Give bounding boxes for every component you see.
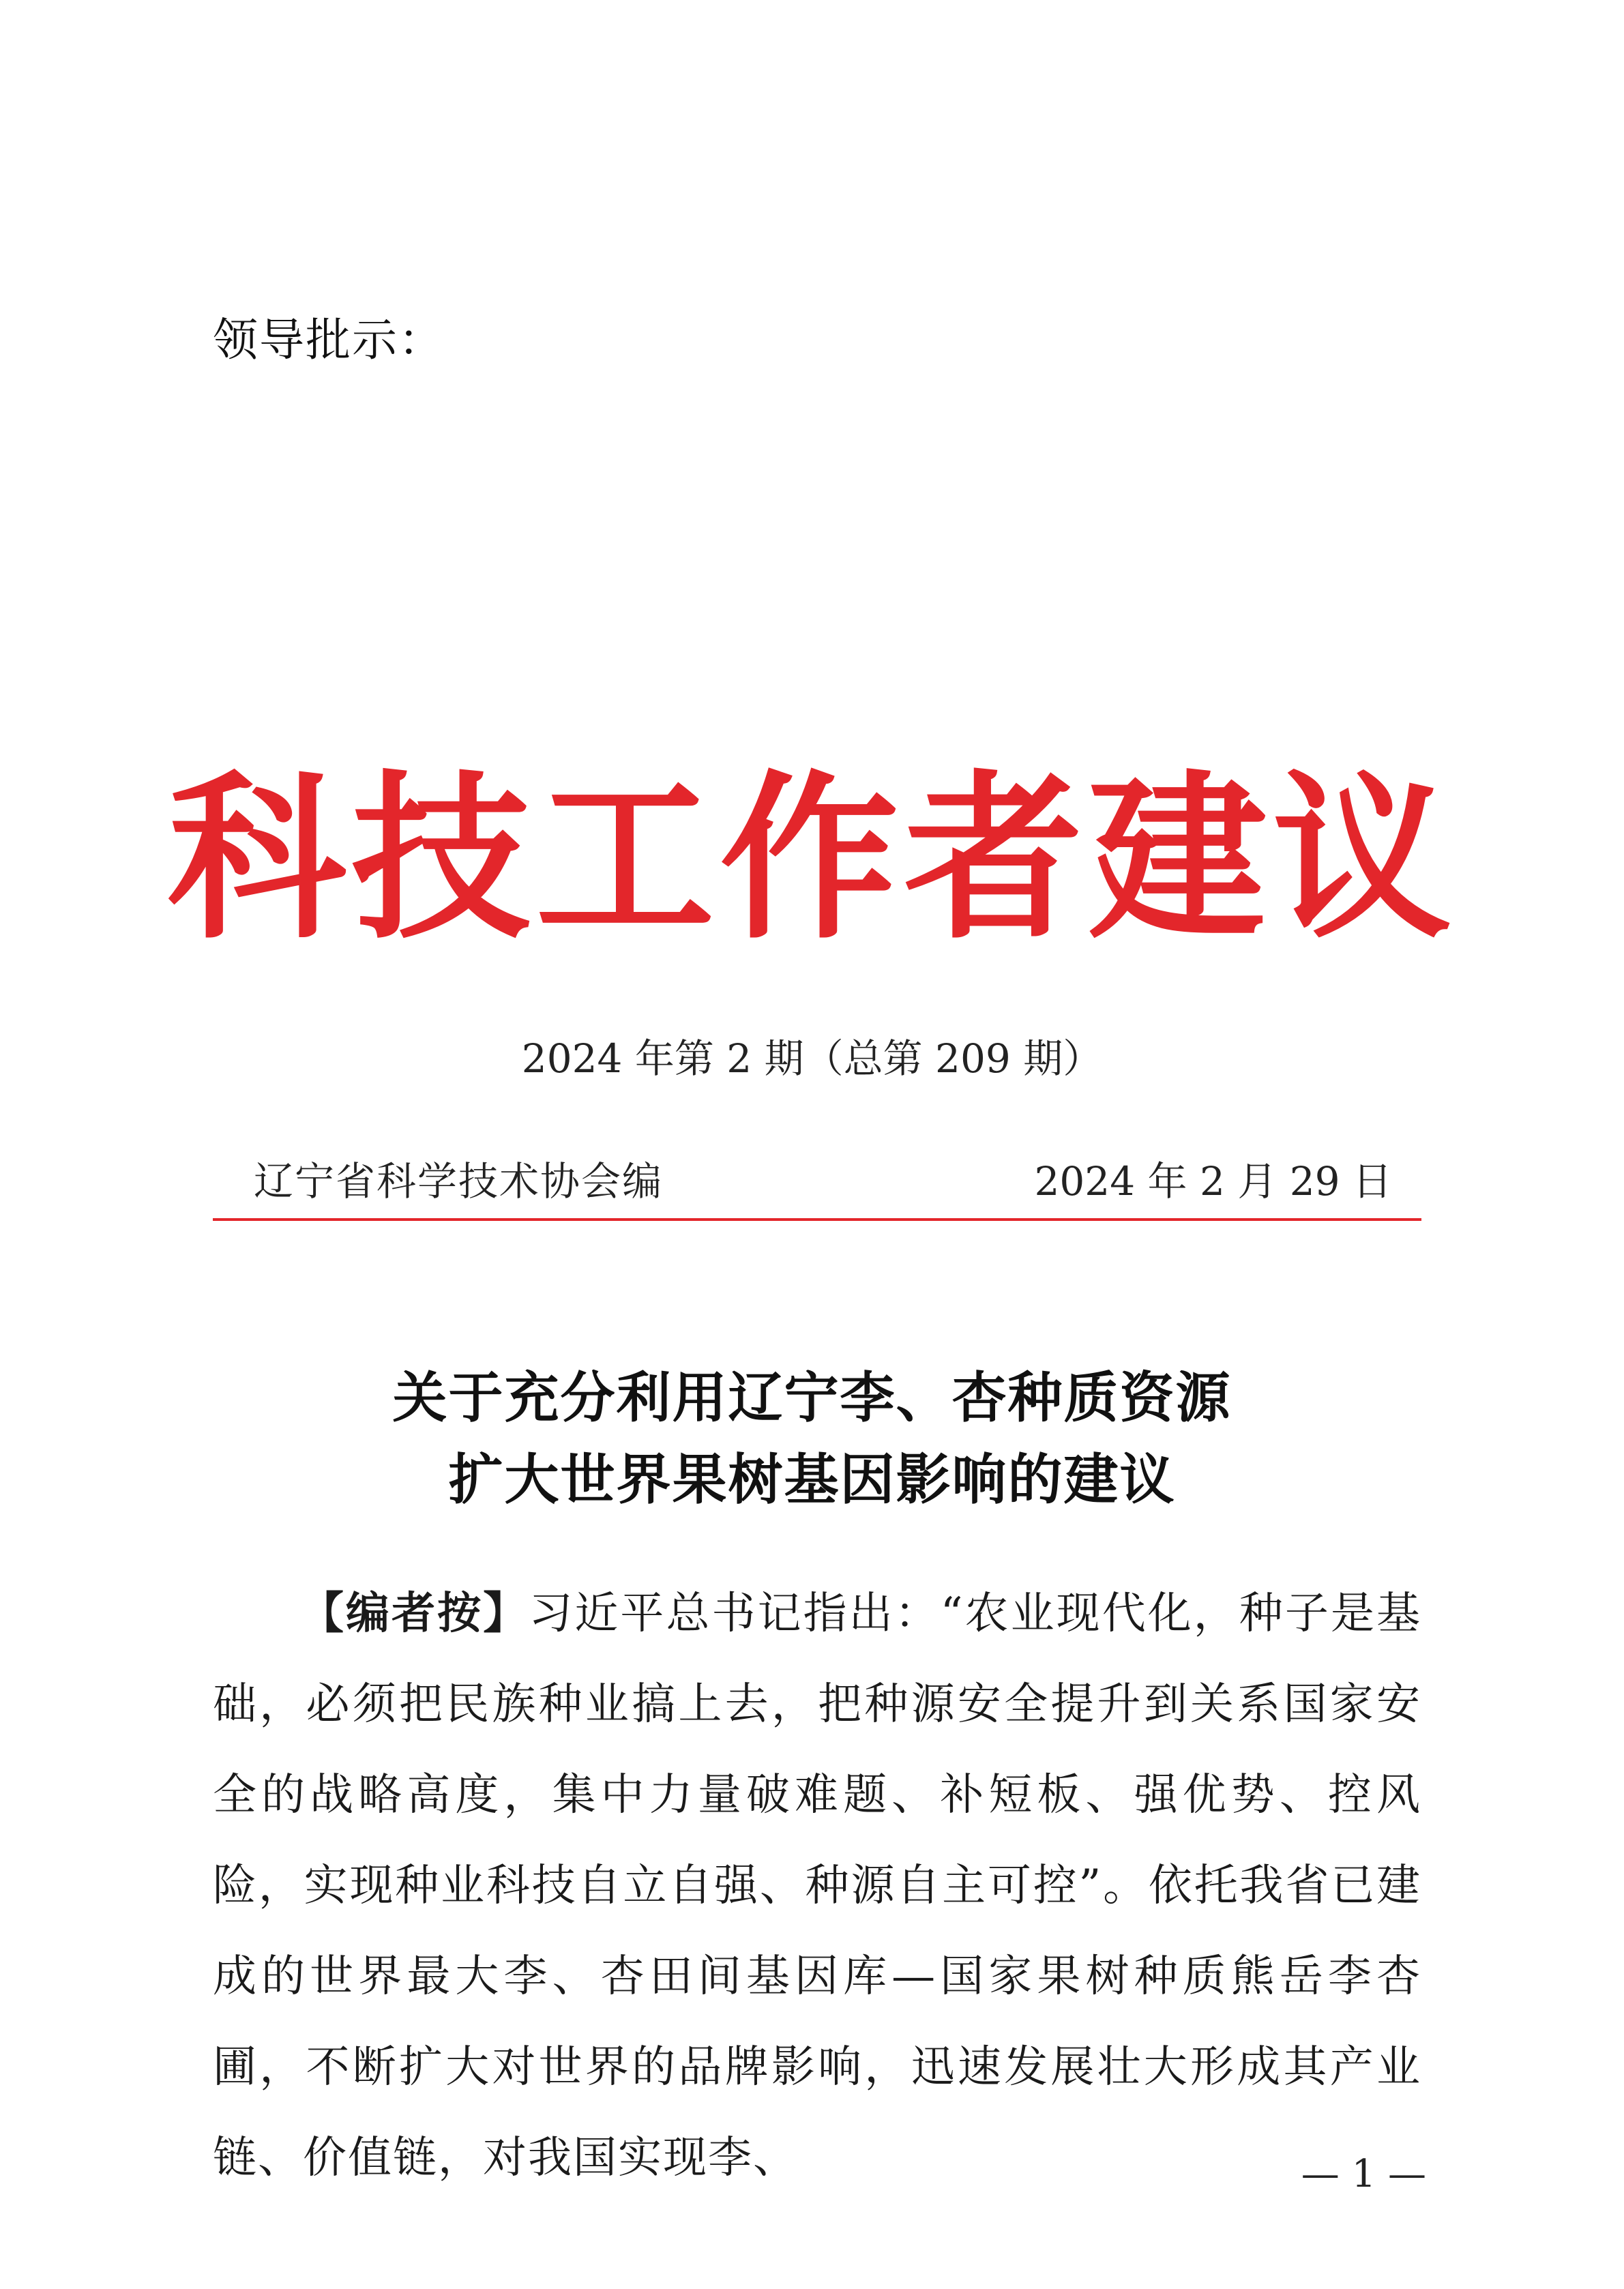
article-title-line-1: 关于充分利用辽宁李、杏种质资源 [392,1365,1232,1430]
header-divider [213,1218,1421,1221]
editor-note-text: 习近平总书记指出：“农业现代化，种子是基础，必须把民族种业搞上去，把种源安全提升到关系国家安全的战略高度，集中力量破难题、补短板、强优势、控风险，实现种业科技自立自强、种源自主可控”。依托我省已建成的世界最大李、杏田间基因库—国家果树种质熊岳李杏圃，不断扩大对世界的品牌影响，迅速发展壮大形成其产业链、价值链，对我国实现李、 [213,1589,1422,2183]
page-number: — 1 — [1301,2152,1426,2196]
editor-note-label: 【编者按】 [300,1589,529,1639]
masthead-title: 科技工作者建议 [167,755,1457,963]
issue-number: 2024 年第 2 期（总第 209 期） [521,1035,1103,1082]
publish-date: 2024 年 2 月 29 日 [1034,1158,1392,1205]
editor-organization: 辽宁省科学技术协会编 [254,1158,664,1205]
editor-note-paragraph [213,1569,1421,2204]
article-title-line-2: 扩大世界果树基因影响的建议 [448,1447,1176,1511]
leader-instruction-label: 领导批示： [213,314,445,366]
